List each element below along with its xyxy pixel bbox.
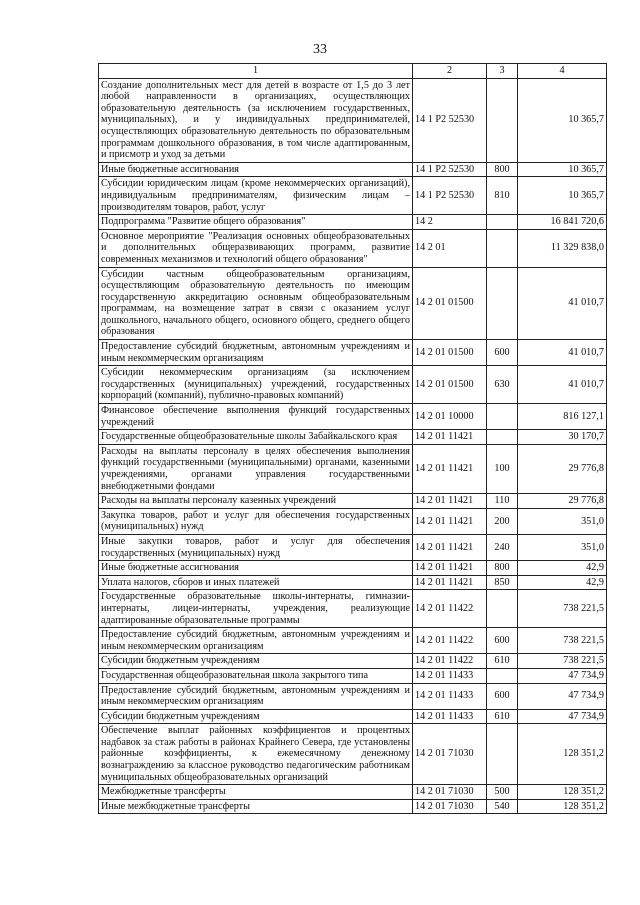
row-amount: 738 221,5: [518, 654, 607, 669]
budget-table: [98, 63, 607, 814]
row-amount: 351,0: [518, 534, 607, 560]
row-name: Иные бюджетные ассигнования: [99, 162, 413, 177]
row-amount: 30 170,7: [518, 430, 607, 445]
row-name: Закупка товаров, работ и услуг для обеспечения государственных (муниципальных) нужд: [99, 508, 413, 534]
table-row: [99, 654, 607, 669]
table-row: [99, 494, 607, 509]
row-type: [487, 215, 518, 230]
table-row: [99, 267, 607, 340]
row-name: Предоставление субсидий бюджетным, автономным учреждениям и иным некоммерческим организациям: [99, 340, 413, 366]
row-name: Субсидии частным общеобразовательным организациям, осуществляющим образовательную деятельность по имеющим государственную аккредитацию основным общеобразовательным программам, на возмещение затрат в связи с оказанием услуг дошкольного, начального общего, основного общего, среднего общего образования: [99, 267, 413, 340]
row-code: 14 2 01 11433: [413, 668, 487, 683]
row-amount: 29 776,8: [518, 494, 607, 509]
row-amount: 41 010,7: [518, 340, 607, 366]
row-type: 610: [487, 654, 518, 669]
row-code: 14 1 Р2 52530: [413, 78, 487, 162]
row-amount: 41 010,7: [518, 366, 607, 404]
row-code: 14 1 Р2 52530: [413, 162, 487, 177]
row-code: 14 1 Р2 52530: [413, 177, 487, 215]
row-type: 600: [487, 683, 518, 709]
row-code: 14 2 01 01500: [413, 340, 487, 366]
row-type: 540: [487, 799, 518, 814]
row-name: Расходы на выплаты персоналу в целях обеспечения выполнения функций государственными (муниципальными) органами, казенными учреждениями, органами управления государственными внебюджетными фондами: [99, 444, 413, 493]
row-name: Иные закупки товаров, работ и услуг для обеспечения государственных (муниципальных) нужд: [99, 534, 413, 560]
row-type: 600: [487, 628, 518, 654]
table-row: [99, 628, 607, 654]
row-name: Подпрограмма "Развитие общего образования": [99, 215, 413, 230]
row-amount: 10 365,7: [518, 177, 607, 215]
row-code: 14 2 01 11422: [413, 590, 487, 628]
row-name: Уплата налогов, сборов и иных платежей: [99, 575, 413, 590]
row-amount: 10 365,7: [518, 162, 607, 177]
row-type: [487, 267, 518, 340]
row-amount: 738 221,5: [518, 628, 607, 654]
row-name: Предоставление субсидий бюджетным, автономным учреждениям и иным некоммерческим организациям: [99, 628, 413, 654]
row-amount: 47 734,9: [518, 668, 607, 683]
row-amount: 11 329 838,0: [518, 229, 607, 267]
row-code: 14 2 01 11422: [413, 628, 487, 654]
row-code: 14 2 01 11433: [413, 683, 487, 709]
row-name: Основное мероприятие "Реализация основных общеобразовательных и дополнительных общеразвивающих программ, развитие современных механизмов и технологий общего образования": [99, 229, 413, 267]
row-type: [487, 668, 518, 683]
row-name: Иные межбюджетные трансферты: [99, 799, 413, 814]
row-code: 14 2 01 11421: [413, 575, 487, 590]
row-code: 14 2 01: [413, 229, 487, 267]
row-amount: 128 351,2: [518, 724, 607, 785]
table-row: [99, 799, 607, 814]
row-type: 800: [487, 561, 518, 576]
row-name: Иные бюджетные ассигнования: [99, 561, 413, 576]
table-row: [99, 709, 607, 724]
row-code: 14 2 01 71030: [413, 785, 487, 800]
row-amount: 16 841 720,6: [518, 215, 607, 230]
row-type: [487, 78, 518, 162]
row-amount: 738 221,5: [518, 590, 607, 628]
table-row: [99, 575, 607, 590]
row-type: 630: [487, 366, 518, 404]
table-row: [99, 561, 607, 576]
row-name: Финансовое обеспечение выполнения функций государственных учреждений: [99, 404, 413, 430]
row-amount: 42,9: [518, 575, 607, 590]
row-amount: 128 351,2: [518, 799, 607, 814]
row-code: 14 2 01 71030: [413, 724, 487, 785]
table-row: [99, 215, 607, 230]
row-code: 14 2: [413, 215, 487, 230]
table-row: [99, 508, 607, 534]
row-amount: 47 734,9: [518, 709, 607, 724]
table-row: [99, 785, 607, 800]
row-type: [487, 724, 518, 785]
row-name: Субсидии бюджетным учреждениям: [99, 709, 413, 724]
row-name: Расходы на выплаты персоналу казенных учреждений: [99, 494, 413, 509]
row-type: 810: [487, 177, 518, 215]
table-row: [99, 724, 607, 785]
row-code: 14 2 01 01500: [413, 366, 487, 404]
table-row: [99, 444, 607, 493]
row-code: 14 2 01 11433: [413, 709, 487, 724]
table-row: [99, 366, 607, 404]
row-amount: 29 776,8: [518, 444, 607, 493]
header-col-1: 1: [99, 64, 413, 79]
row-type: 100: [487, 444, 518, 493]
table-row: [99, 229, 607, 267]
row-name: Создание дополнительных мест для детей в возрасте от 1,5 до 3 лет любой направленности в организациях, осуществляющих образовательную деятельность (за исключением государственных, муниципальных), и у индивидуальных предпринимателей, осуществляющих образовательную деятельность по образовательным программам дошкольного образования, в том числе адаптированным, и присмотр и уход за детьми: [99, 78, 413, 162]
row-amount: 128 351,2: [518, 785, 607, 800]
row-name: Субсидии юридическим лицам (кроме некоммерческих организаций), индивидуальным предпринимателям, физическим лицам – производителям товаров, работ, услуг: [99, 177, 413, 215]
row-type: 800: [487, 162, 518, 177]
row-type: 500: [487, 785, 518, 800]
row-name: Межбюджетные трансферты: [99, 785, 413, 800]
table-row: [99, 404, 607, 430]
row-name: Государственные общеобразовательные школы Забайкальского края: [99, 430, 413, 445]
table-row: [99, 590, 607, 628]
table-row: [99, 78, 607, 162]
row-amount: 47 734,9: [518, 683, 607, 709]
row-type: 850: [487, 575, 518, 590]
row-amount: 816 127,1: [518, 404, 607, 430]
row-type: 610: [487, 709, 518, 724]
row-code: 14 2 01 11421: [413, 494, 487, 509]
row-code: 14 2 01 11421: [413, 561, 487, 576]
row-code: 14 2 01 11421: [413, 444, 487, 493]
row-type: 240: [487, 534, 518, 560]
row-type: [487, 590, 518, 628]
row-code: 14 2 01 01500: [413, 267, 487, 340]
row-type: [487, 430, 518, 445]
row-type: 200: [487, 508, 518, 534]
row-name: Государственные образовательные школы-интернаты, гимназии-интернаты, лицеи-интернаты, учреждения, реализующие адаптированные образовательные программы: [99, 590, 413, 628]
table-row: [99, 668, 607, 683]
row-name: Обеспечение выплат районных коэффициентов и процентных надбавок за стаж работы в районах Крайнего Севера, где установлены районные коэффициенты, к ежемесячному денежному вознаграждению за классное руководство педагогическим работникам муниципальных общеобразовательных организаций: [99, 724, 413, 785]
table-row: [99, 162, 607, 177]
table-row: [99, 683, 607, 709]
row-code: 14 2 01 71030: [413, 799, 487, 814]
row-type: [487, 404, 518, 430]
row-name: Государственная общеобразовательная школа закрытого типа: [99, 668, 413, 683]
row-name: Субсидии некоммерческим организациям (за исключением государственных (муниципальных) учреждений, государственных корпораций (компаний), публично-правовых компаний): [99, 366, 413, 404]
page-number: 33: [313, 42, 327, 57]
header-col-3: 3: [487, 64, 518, 79]
row-name: Субсидии бюджетным учреждениям: [99, 654, 413, 669]
table-row: [99, 340, 607, 366]
row-code: 14 2 01 11421: [413, 508, 487, 534]
row-code: 14 2 01 10000: [413, 404, 487, 430]
row-name: Предоставление субсидий бюджетным, автономным учреждениям и иным некоммерческим организациям: [99, 683, 413, 709]
row-code: 14 2 01 11421: [413, 534, 487, 560]
row-type: [487, 229, 518, 267]
table-row: [99, 534, 607, 560]
row-type: 110: [487, 494, 518, 509]
row-code: 14 2 01 11421: [413, 430, 487, 445]
row-code: 14 2 01 11422: [413, 654, 487, 669]
header-col-2: 2: [413, 64, 487, 79]
row-amount: 351,0: [518, 508, 607, 534]
header-col-4: 4: [518, 64, 607, 79]
table-row: [99, 177, 607, 215]
row-amount: 42,9: [518, 561, 607, 576]
row-amount: 41 010,7: [518, 267, 607, 340]
row-amount: 10 365,7: [518, 78, 607, 162]
table-header-row: [99, 64, 607, 79]
table-row: [99, 430, 607, 445]
row-type: 600: [487, 340, 518, 366]
